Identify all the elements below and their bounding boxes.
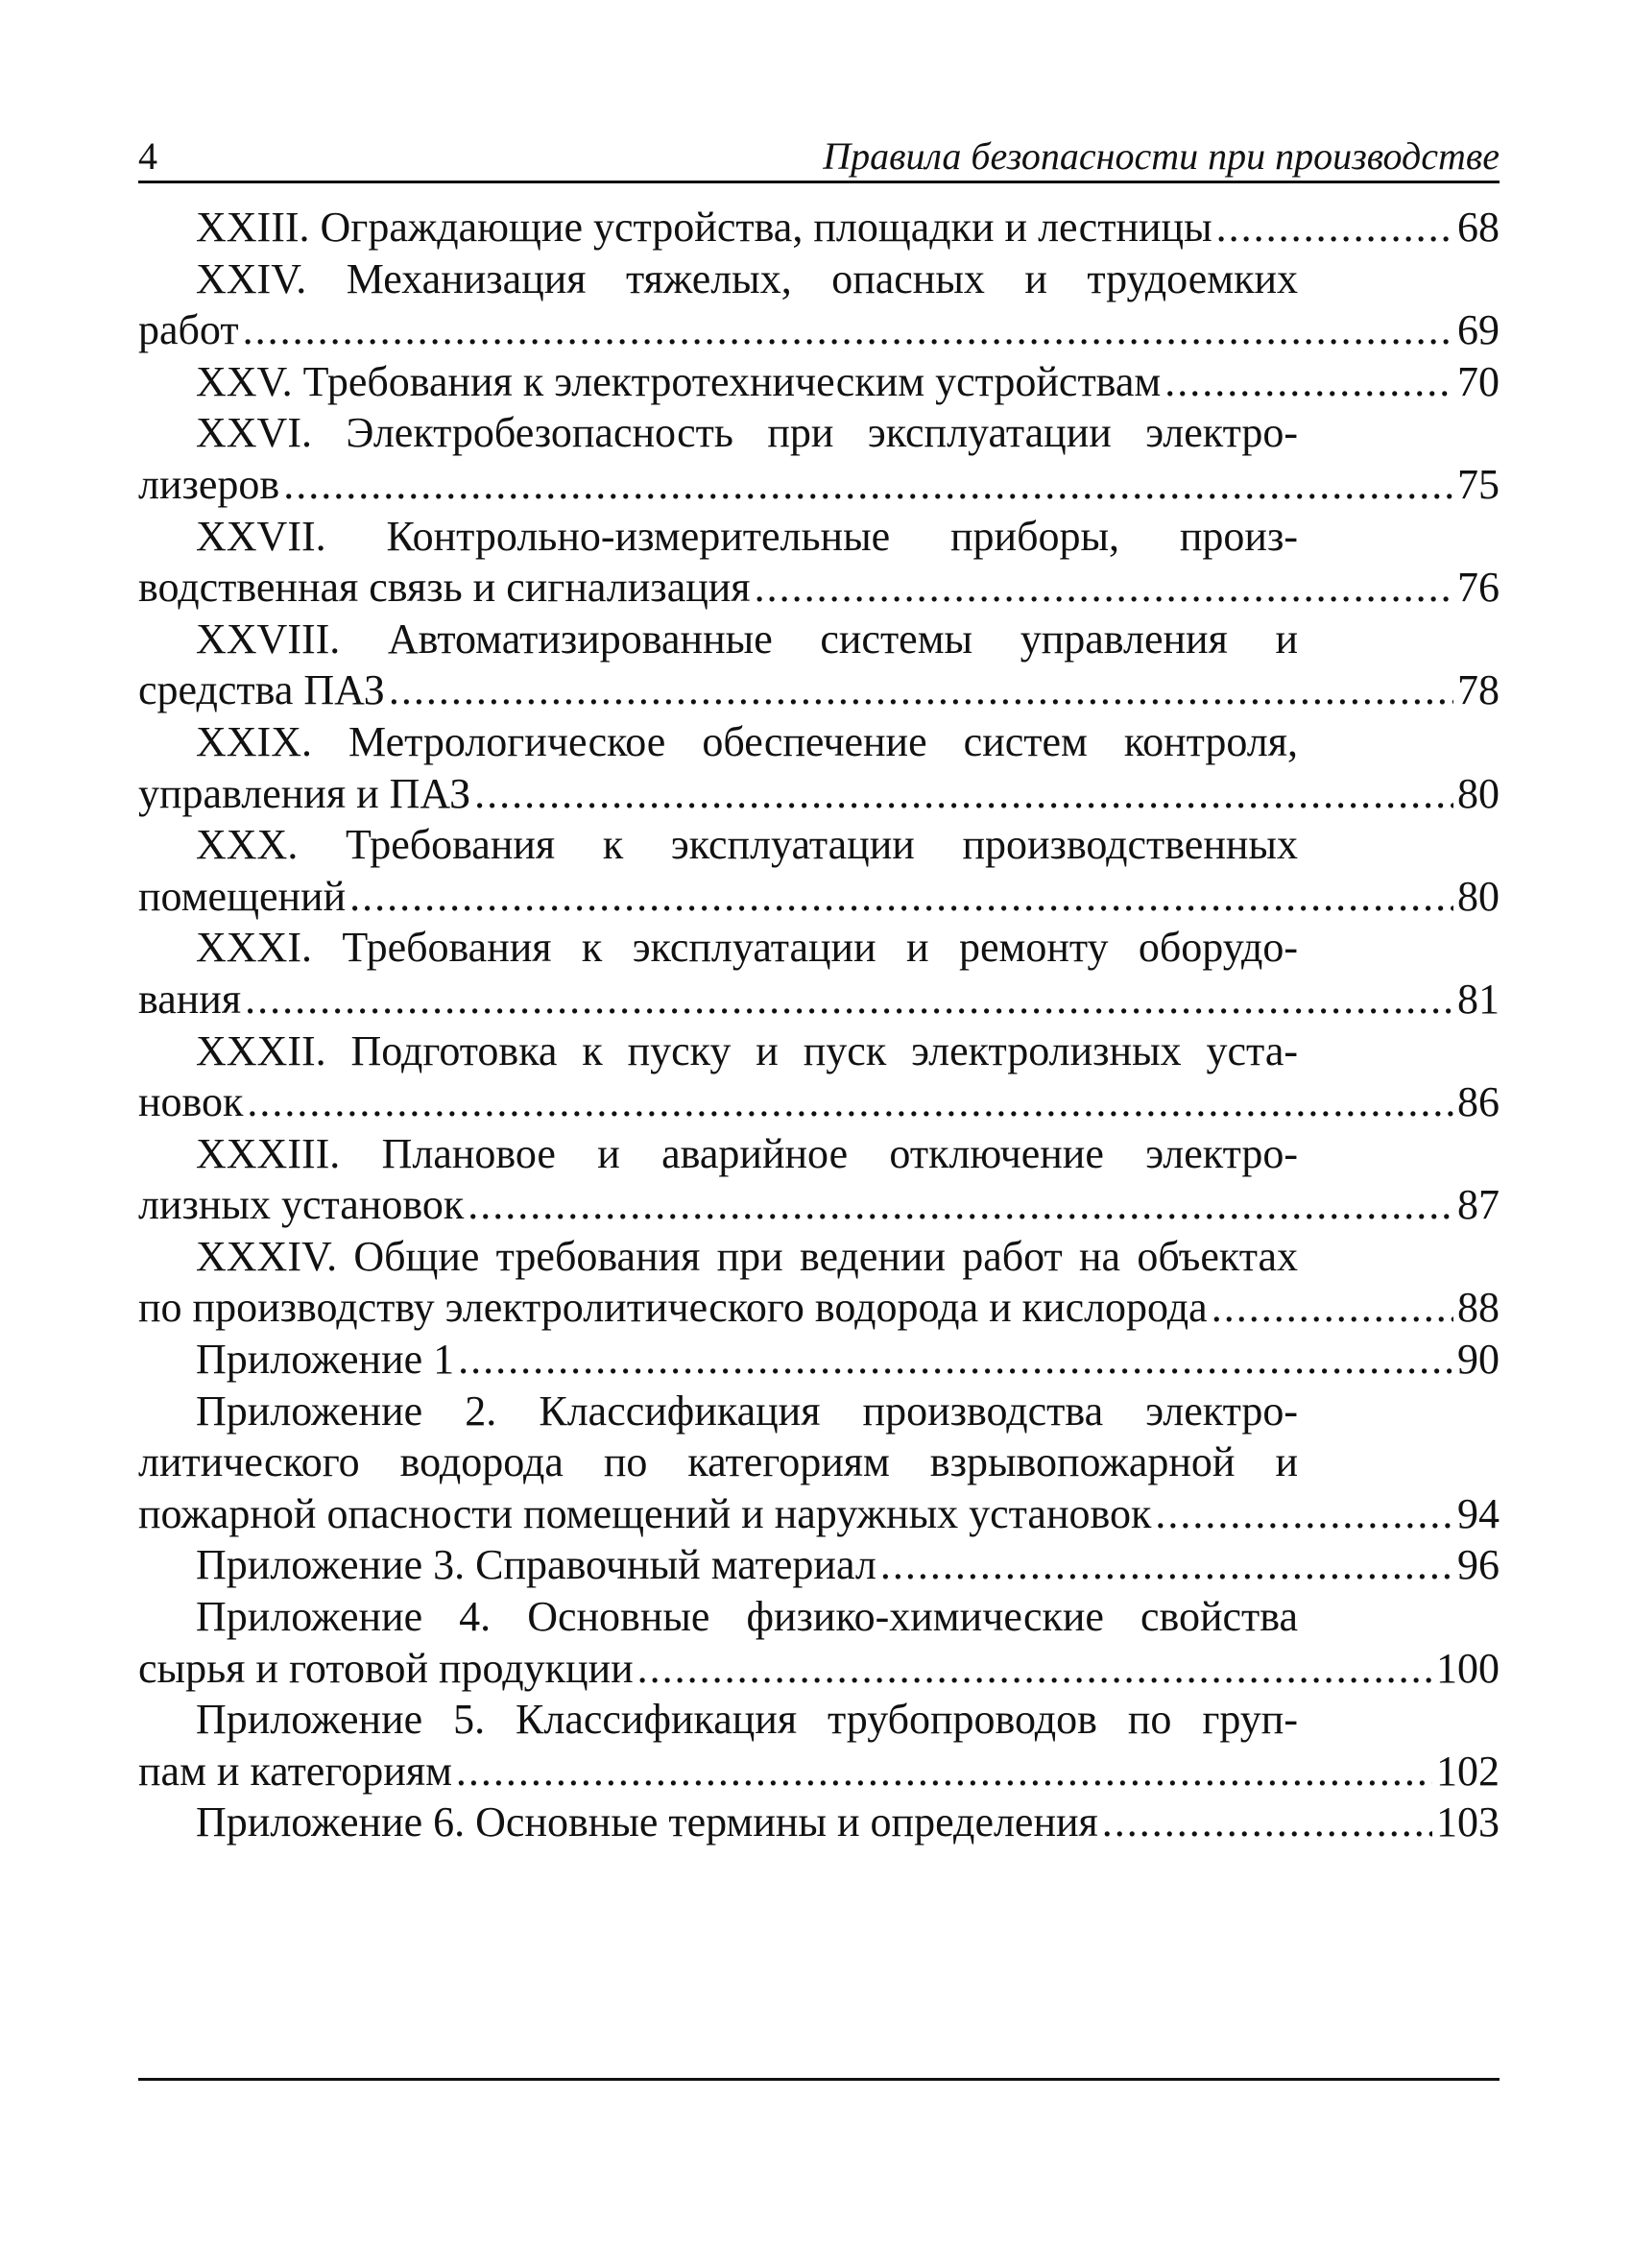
toc-entry [138,1334,1500,1386]
dot-leader [245,974,1453,1025]
toc-entry-line: XXVI. Электробезопасность при эксплуатации электро- [196,409,1298,457]
toc-entry-line: XXXIV. Общие требования при ведении работ на объектах [196,1232,1298,1280]
toc-entry [138,356,1500,408]
toc-entry-line: Приложение 1 [196,1336,455,1384]
toc-page-number: 86 [1457,1078,1500,1126]
dot-leader [468,1179,1453,1231]
toc-entry-last-line [138,202,1500,253]
dot-leader [474,768,1453,820]
toc-entry-line: лизеров [138,460,280,508]
dot-leader [1102,1797,1432,1848]
dot-leader [1164,356,1453,408]
toc-entry-line: сырья и готовой продукции [138,1644,634,1692]
toc-page-number: 88 [1457,1284,1500,1332]
toc-entry-last-line [138,459,1500,511]
toc-entry-line: XXIV. Механизация тяжелых, опасных и трудоемких [196,254,1298,302]
toc-entry-line: XXIII. Ограждающие устройства, площадки и лестницы [196,204,1212,251]
toc-entry-line: по производству электролитического водорода и кислорода [138,1284,1208,1332]
toc-entry-line: вания [138,975,242,1023]
page-header [138,123,1500,183]
toc-entry-line: литического водорода по категориям взрывопожарной и [138,1438,1298,1486]
toc-page-number: 68 [1457,204,1500,251]
toc-entry-line: Приложение 6. Основные термины и определения [196,1798,1098,1846]
toc-entry-last-line [138,1488,1500,1540]
toc-entry-line: новок [138,1078,244,1126]
toc-entry [138,819,1500,922]
toc-page-number: 100 [1436,1644,1500,1692]
toc-page-number: 81 [1457,975,1500,1023]
dot-leader [1155,1488,1453,1540]
toc-entry-last-line [138,664,1500,716]
toc-entry-line: средства ПАЗ [138,666,385,714]
toc-entry-line: Приложение 5. Классификация трубопроводов по груп- [196,1696,1298,1744]
toc-page-number: 75 [1457,460,1500,508]
dot-leader [456,1746,1432,1798]
toc-entry-line: XXXIII. Плановое и аварийное отключение электро- [196,1129,1298,1177]
dot-leader [1212,1282,1453,1334]
toc-entry-line: водственная связь и сигнализация [138,564,751,612]
toc-entry-last-line [138,1334,1500,1386]
toc-entry [138,202,1500,253]
toc-entry-last-line [138,768,1500,820]
toc-page-number: 94 [1457,1489,1500,1537]
toc-entry [138,1591,1500,1694]
toc-entry [138,614,1500,716]
toc-entry-last-line [138,304,1500,356]
toc-entry-line: Приложение 2. Классификация производства электро- [196,1387,1298,1435]
dot-leader [755,562,1453,614]
toc-entry-line: XXIX. Метрологическое обеспечение систем контроля, [196,717,1298,765]
toc-entry [138,1231,1500,1334]
toc-entry-line: управления и ПАЗ [138,769,471,817]
dot-leader [389,664,1453,716]
dot-leader [283,459,1453,511]
toc-entry-line: Приложение 3. Справочный материал [196,1541,876,1589]
toc-entry-last-line [138,974,1500,1025]
toc-entry-line: лизных установок [138,1181,465,1229]
dot-leader [349,871,1453,923]
toc-entry-line: пожарной опасности помещений и наружных установок [138,1489,1152,1537]
toc-page-number: 80 [1457,872,1500,920]
toc-entry [138,1128,1500,1231]
table-of-contents [138,202,1500,1848]
toc-entry-last-line [138,1643,1500,1695]
toc-page-number: 90 [1457,1336,1500,1384]
toc-entry-last-line [138,1282,1500,1334]
toc-entry-last-line [138,1179,1500,1231]
toc-page-number: 103 [1436,1798,1500,1846]
toc-entry-line: помещений [138,872,347,920]
dot-leader [243,304,1453,356]
toc-entry-last-line [138,562,1500,614]
toc-entry [138,1386,1500,1540]
toc-entry-line: XXVII. Контрольно-измерительные приборы, произ- [196,512,1298,560]
toc-page-number: 87 [1457,1181,1500,1229]
toc-entry-last-line [138,1539,1500,1591]
toc-entry-last-line [138,1076,1500,1128]
footer-rule [138,2078,1500,2081]
toc-entry-line: XXXII. Подготовка к пуску и пуск электролизных уста- [196,1026,1298,1074]
running-title: Правила безопасности при производстве [823,134,1500,178]
toc-page-number: 76 [1457,564,1500,612]
toc-entry-line: пам и категориям [138,1747,452,1795]
toc-page-number: 80 [1457,769,1500,817]
toc-page-number: 70 [1457,357,1500,405]
toc-entry-line: XXX. Требования к эксплуатации производственных [196,821,1298,869]
toc-entry-last-line [138,1797,1500,1848]
toc-entry [138,716,1500,819]
toc-entry [138,511,1500,614]
toc-entry [138,1694,1500,1797]
dot-leader [1216,202,1453,253]
toc-entry-line: XXVIII. Автоматизированные системы управления и [196,615,1298,663]
toc-entry [138,1539,1500,1591]
dot-leader [880,1539,1453,1591]
toc-page-number: 78 [1457,666,1500,714]
toc-page-number: 69 [1457,306,1500,354]
toc-entry-last-line [138,1746,1500,1798]
toc-page-number: 96 [1457,1541,1500,1589]
toc-entry-line: XXXI. Требования к эксплуатации и ремонту оборудо- [196,924,1298,972]
toc-entry-line: работ [138,306,239,354]
dot-leader [247,1076,1453,1128]
toc-entry [138,253,1500,356]
toc-entry [138,1025,1500,1128]
toc-entry [138,922,1500,1025]
toc-entry [138,407,1500,510]
page-number: 4 [138,134,157,178]
dot-leader [458,1334,1453,1386]
toc-entry [138,1797,1500,1848]
toc-page-number: 102 [1436,1747,1500,1795]
toc-entry-line: XXV. Требования к электротехническим устройствам [196,357,1162,405]
dot-leader [637,1643,1432,1695]
toc-entry-last-line [138,871,1500,923]
toc-entry-line: Приложение 4. Основные физико-химические свойства [196,1593,1298,1641]
toc-entry-last-line [138,356,1500,408]
